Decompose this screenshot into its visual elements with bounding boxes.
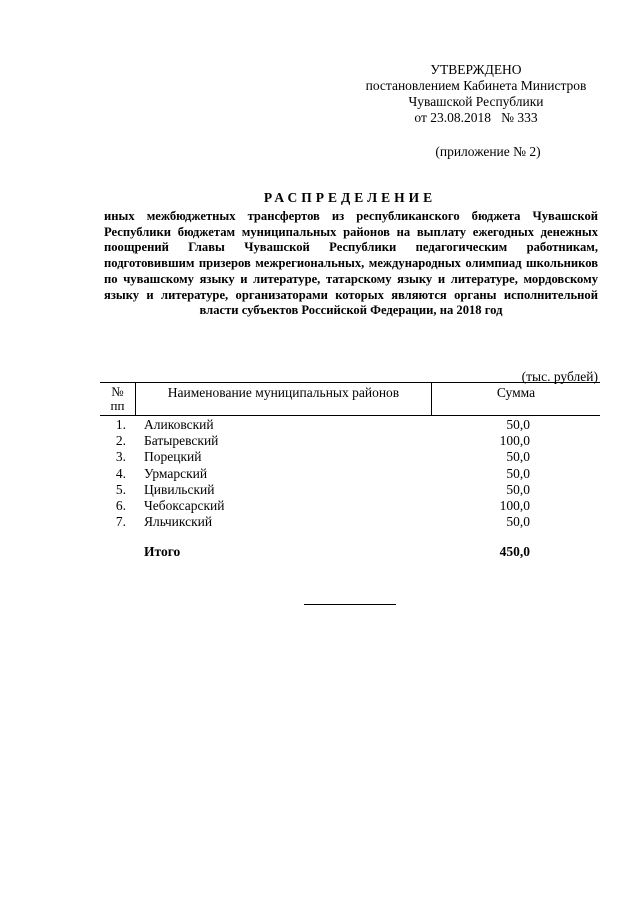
district-sum: 100,0 (499, 433, 530, 449)
row-number: 6. (115, 497, 126, 513)
row-number: 7. (115, 514, 126, 530)
district-sum: 50,0 (506, 514, 530, 530)
approval-decree: постановлением Кабинета Министров (365, 78, 587, 93)
document-subtitle: иных межбюджетных трансфертов из республиканского бюджета Чувашской Республики бюджетам муниципальных районов на выплату ежегодных денежных поощрений Главы Чувашской Республики педагогическим работникам, подготовившим призеров межрегиональных, международных олимпиад школьников по чувашскому языку и литературе, татарскому языку и литературе, мордовскому языку и литературе, организаторами которых являются органы исполнительной власти субъектов Российской Федерации, на 2018 год (104, 209, 598, 318)
district-name: Яльчикский (144, 514, 213, 530)
header-sum: Сумма (496, 385, 536, 400)
district-name: Чебоксарский (144, 497, 225, 513)
appendix-label: (приложение № 2) (435, 144, 541, 159)
approval-date-number: от 23.08.2018 № 333 (414, 110, 538, 125)
district-sum: 50,0 (506, 481, 530, 497)
approval-title: УТВЕРЖДЕНО (430, 62, 522, 77)
row-number: 4. (115, 465, 126, 481)
end-divider (304, 604, 396, 605)
table-row (100, 466, 600, 482)
table-row (100, 482, 600, 498)
total-label: Итого (144, 544, 181, 559)
district-name: Батыревский (144, 433, 219, 449)
table-body (100, 417, 600, 530)
row-number: 5. (115, 481, 126, 497)
total-row (100, 544, 600, 562)
approval-republic: Чувашской Республики (408, 94, 544, 109)
table-row (100, 433, 600, 449)
table-row (100, 417, 600, 433)
header-district-name: Наименование муниципальных районов (136, 383, 432, 415)
district-sum: 50,0 (506, 465, 530, 481)
table-row (100, 514, 600, 530)
district-sum: 50,0 (506, 449, 530, 465)
table-row (100, 498, 600, 514)
units-label: (тыс. рублей) (521, 369, 598, 384)
row-number: 3. (115, 449, 126, 465)
total-sum: 450,0 (499, 544, 530, 559)
header-number (100, 383, 136, 415)
district-sum: 50,0 (506, 417, 530, 432)
table-header (100, 382, 600, 416)
header-number-line2: пп (110, 398, 125, 413)
approval-block (360, 62, 592, 126)
district-name: Урмарский (144, 465, 208, 481)
district-name: Цивильский (144, 481, 215, 497)
document-title: РАСПРЕДЕЛЕНИЕ (263, 190, 437, 205)
row-number: 2. (115, 433, 126, 449)
table-row (100, 449, 600, 465)
district-name: Порецкий (144, 449, 202, 465)
district-name: Аликовский (144, 417, 214, 432)
header-number-line1: № (111, 384, 124, 399)
row-number: 1. (115, 417, 126, 432)
district-sum: 100,0 (499, 497, 530, 513)
